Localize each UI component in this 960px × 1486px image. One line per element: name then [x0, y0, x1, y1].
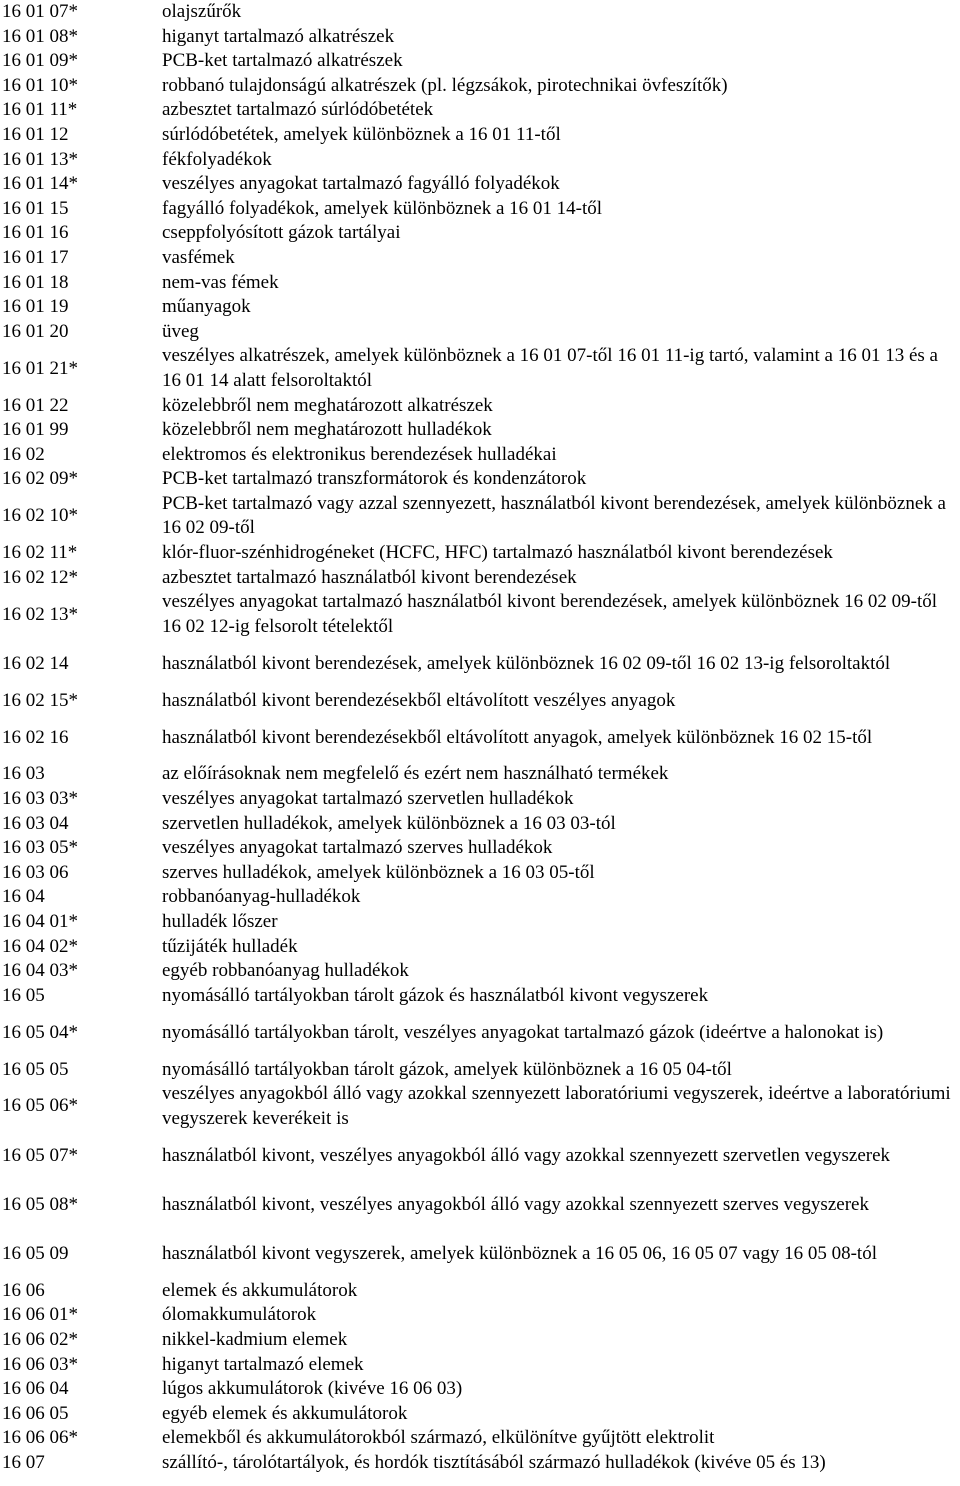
table-row [2, 443, 958, 468]
waste-description: ólomakkumulátorok [162, 1304, 317, 1326]
waste-code: 16 05 08* [2, 1193, 78, 1215]
waste-description: súrlódóbetétek, amelyek különböznek a 16 01 11-től [162, 123, 561, 145]
waste-description: elemekből és akkumulátorokból származó, elkülönítve gyűjtött elektrolit [162, 1427, 715, 1449]
table-row [2, 959, 958, 984]
table-row [2, 566, 958, 591]
table-row [2, 1303, 958, 1328]
table-row [2, 123, 958, 148]
waste-description: nikkel-kadmium elemek [162, 1329, 348, 1351]
waste-description: szállító-, tárolótartályok, és hordók tisztításából származó hulladékok (kivéve 05 és 13) [162, 1452, 826, 1474]
waste-code-table [2, 0, 958, 1476]
table-row [2, 295, 958, 320]
waste-code: 16 01 19 [2, 296, 69, 318]
table-row [2, 172, 958, 197]
table-row [2, 689, 958, 714]
waste-code: 16 06 05 [2, 1402, 69, 1424]
table-row [2, 221, 958, 246]
waste-code: 16 03 03* [2, 788, 78, 809]
waste-description: használatból kivont vegyszerek, amelyek különböznek a 16 05 06, 16 05 07 vagy 16 05 08-tól [162, 1242, 877, 1264]
table-row [2, 394, 958, 419]
waste-code: 16 04 [2, 886, 45, 908]
waste-description: veszélyes anyagokat tartalmazó szervetlen hulladékok [162, 788, 574, 809]
waste-code: 16 01 15 [2, 197, 69, 219]
waste-code: 16 03 05* [2, 837, 78, 859]
waste-description: robbanóanyag-hulladékok [162, 886, 361, 908]
waste-code: 16 01 08* [2, 25, 78, 47]
table-row [2, 148, 958, 173]
waste-description: PCB-ket tartalmazó alkatrészek [162, 50, 403, 72]
waste-code: 16 02 16 [2, 726, 69, 748]
table-row [2, 787, 958, 812]
waste-description: szervetlen hulladékok, amelyek különböznek a 16 03 03-tól [162, 812, 616, 834]
waste-code: 16 01 13* [2, 148, 78, 170]
waste-description: üveg [162, 320, 199, 342]
table-row [2, 1328, 958, 1353]
waste-code: 16 06 02* [2, 1329, 78, 1351]
waste-code: 16 02 09* [2, 468, 78, 490]
waste-description: fékfolyadékok [162, 148, 272, 170]
table-row [2, 344, 958, 393]
table-row [2, 1131, 958, 1180]
waste-description: nyomásálló tartályokban tárolt gázok, amelyek különböznek a 16 05 04-től [162, 1058, 732, 1080]
table-row [2, 836, 958, 861]
waste-description: használatból kivont, veszélyes anyagokból álló vagy azokkal szennyezett szerves vegyszerek [162, 1193, 869, 1215]
waste-code: 16 02 [2, 443, 45, 465]
table-row [2, 1426, 958, 1451]
waste-code: 16 03 06 [2, 861, 69, 883]
waste-description: cseppfolyósított gázok tartályai [162, 222, 401, 244]
table-row [2, 762, 958, 787]
waste-code: 16 04 02* [2, 935, 78, 957]
waste-code: 16 05 09 [2, 1242, 69, 1264]
table-row [2, 1451, 958, 1476]
waste-description: higanyt tartalmazó alkatrészek [162, 25, 395, 47]
table-row [2, 910, 958, 935]
waste-code: 16 04 03* [2, 960, 78, 982]
waste-code: 16 07 [2, 1452, 45, 1474]
waste-code: 16 01 11* [2, 99, 78, 121]
waste-code: 16 06 04 [2, 1378, 69, 1400]
table-row [2, 74, 958, 99]
waste-code: 16 05 07* [2, 1144, 78, 1166]
table-row [2, 98, 958, 123]
waste-code: 16 01 12 [2, 123, 69, 145]
waste-description: azbesztet tartalmazó használatból kivont berendezések [162, 566, 577, 588]
waste-description: nyomásálló tartályokban tárolt, veszélyes anyagokat tartalmazó gázok (ideértve a halonokat is) [162, 1021, 884, 1043]
waste-code: 16 01 21* [2, 357, 78, 379]
waste-description: olajszűrők [162, 1, 242, 22]
table-row [2, 1377, 958, 1402]
waste-description: higanyt tartalmazó elemek [162, 1353, 364, 1375]
waste-description: robbanó tulajdonságú alkatrészek (pl. légzsákok, pirotechnikai övfeszítők) [162, 74, 728, 96]
table-row [2, 49, 958, 74]
waste-description: PCB-ket tartalmazó transzformátorok és kondenzátorok [162, 468, 587, 490]
waste-description: elektromos és elektronikus berendezések hulladékai [162, 443, 557, 465]
waste-description: műanyagok [162, 296, 251, 318]
waste-code: 16 03 [2, 763, 45, 785]
waste-description: használatból kivont berendezések, amelyek különböznek 16 02 09-től 16 02 13-ig felsoroltaktól [162, 652, 891, 674]
table-row [2, 418, 958, 443]
waste-code: 16 05 05 [2, 1058, 69, 1080]
table-row [2, 1082, 958, 1131]
waste-code: 16 02 13* [2, 603, 78, 625]
table-row [2, 197, 958, 222]
waste-description: veszélyes anyagokból álló vagy azokkal szennyezett laboratóriumi vegyszerek, ideértve a laboratóriumi vegyszerek keverékeit is [162, 1083, 951, 1129]
table-row [2, 1181, 958, 1230]
table-row [2, 492, 958, 541]
waste-description: az előírásoknak nem megfelelő és ezért nem használható termékek [162, 763, 669, 785]
table-row [2, 812, 958, 837]
waste-code: 16 02 10* [2, 505, 78, 527]
waste-code: 16 02 11* [2, 542, 78, 564]
table-row [2, 541, 958, 566]
waste-code: 16 06 01* [2, 1304, 78, 1326]
table-row [2, 25, 958, 50]
waste-description: közelebbről nem meghatározott alkatrészek [162, 394, 493, 416]
waste-description: veszélyes anyagokat tartalmazó fagyálló folyadékok [162, 173, 560, 195]
waste-description: lúgos akkumulátorok (kivéve 16 06 03) [162, 1378, 463, 1400]
waste-code: 16 03 04 [2, 812, 69, 834]
waste-code: 16 02 12* [2, 566, 78, 588]
waste-description: PCB-ket tartalmazó vagy azzal szennyezett, használatból kivont berendezések, amelyek különböznek a 16 02 09-től [162, 492, 946, 539]
waste-description: vasfémek [162, 246, 235, 268]
table-row [2, 1279, 958, 1304]
waste-description: azbesztet tartalmazó súrlódóbetétek [162, 99, 434, 121]
waste-code: 16 01 20 [2, 320, 69, 342]
table-row [2, 861, 958, 886]
table-row [2, 1058, 958, 1083]
waste-description: egyéb elemek és akkumulátorok [162, 1402, 408, 1424]
waste-code: 16 06 03* [2, 1353, 78, 1375]
waste-code: 16 01 16 [2, 222, 69, 244]
table-row [2, 320, 958, 345]
waste-description: fagyálló folyadékok, amelyek különböznek a 16 01 14-től [162, 197, 603, 219]
waste-code: 16 04 01* [2, 910, 78, 932]
waste-description: egyéb robbanóanyag hulladékok [162, 960, 409, 982]
waste-code: 16 01 07* [2, 1, 78, 22]
waste-description: használatból kivont, veszélyes anyagokból álló vagy azokkal szennyezett szervetlen vegyszerek [162, 1144, 891, 1166]
table-row [2, 271, 958, 296]
waste-code: 16 01 99 [2, 419, 69, 441]
table-row [2, 246, 958, 271]
table-row [2, 984, 958, 1009]
table-row [2, 1008, 958, 1057]
waste-description: veszélyes anyagokat tartalmazó szerves hulladékok [162, 837, 553, 859]
waste-description: használatból kivont berendezésekből eltávolított veszélyes anyagok [162, 689, 676, 711]
waste-description: tűzijáték hulladék [162, 935, 298, 957]
waste-code: 16 05 [2, 984, 45, 1006]
waste-code: 16 06 [2, 1279, 45, 1301]
table-row [2, 590, 958, 639]
table-row [2, 1230, 958, 1279]
waste-description: szerves hulladékok, amelyek különböznek a 16 03 05-től [162, 861, 595, 883]
table-row [2, 885, 958, 910]
waste-code: 16 01 10* [2, 74, 78, 96]
waste-description: használatból kivont berendezésekből eltávolított anyagok, amelyek különböznek 16 02 15-től [162, 726, 873, 748]
waste-description: nyomásálló tartályokban tárolt gázok és használatból kivont vegyszerek [162, 984, 709, 1006]
waste-code: 16 01 17 [2, 246, 69, 268]
waste-description: nem-vas fémek [162, 271, 279, 293]
waste-code-rows [2, 0, 958, 1476]
waste-description: klór-fluor-szénhidrogéneket (HCFC, HFC) tartalmazó használatból kivont berendezések [162, 542, 833, 564]
waste-description: elemek és akkumulátorok [162, 1279, 358, 1301]
waste-description: közelebbről nem meghatározott hulladékok [162, 419, 492, 441]
waste-description: veszélyes alkatrészek, amelyek különböznek a 16 01 07-től 16 01 11-ig tartó, valamint a 16 01 13 és a 16 01 14 alatt felsoroltaktól [162, 345, 938, 391]
table-row [2, 1402, 958, 1427]
waste-code: 16 01 14* [2, 173, 78, 195]
table-row [2, 1353, 958, 1378]
waste-description: veszélyes anyagokat tartalmazó használatból kivont berendezések, amelyek különböznek 16 02 09-től 16 02 12-ig felsorolt tételektől [162, 591, 938, 637]
waste-code: 16 05 04* [2, 1021, 78, 1043]
waste-code: 16 01 18 [2, 271, 69, 293]
waste-code: 16 02 14 [2, 652, 69, 674]
waste-code: 16 06 06* [2, 1427, 78, 1449]
waste-code: 16 02 15* [2, 689, 78, 711]
waste-code: 16 01 09* [2, 50, 78, 72]
waste-code: 16 01 22 [2, 394, 69, 416]
table-row [2, 467, 958, 492]
table-row [2, 713, 958, 762]
waste-code: 16 05 06* [2, 1095, 78, 1117]
table-row [2, 0, 958, 25]
waste-description: hulladék lőszer [162, 910, 278, 932]
table-row [2, 639, 958, 688]
table-row [2, 935, 958, 960]
